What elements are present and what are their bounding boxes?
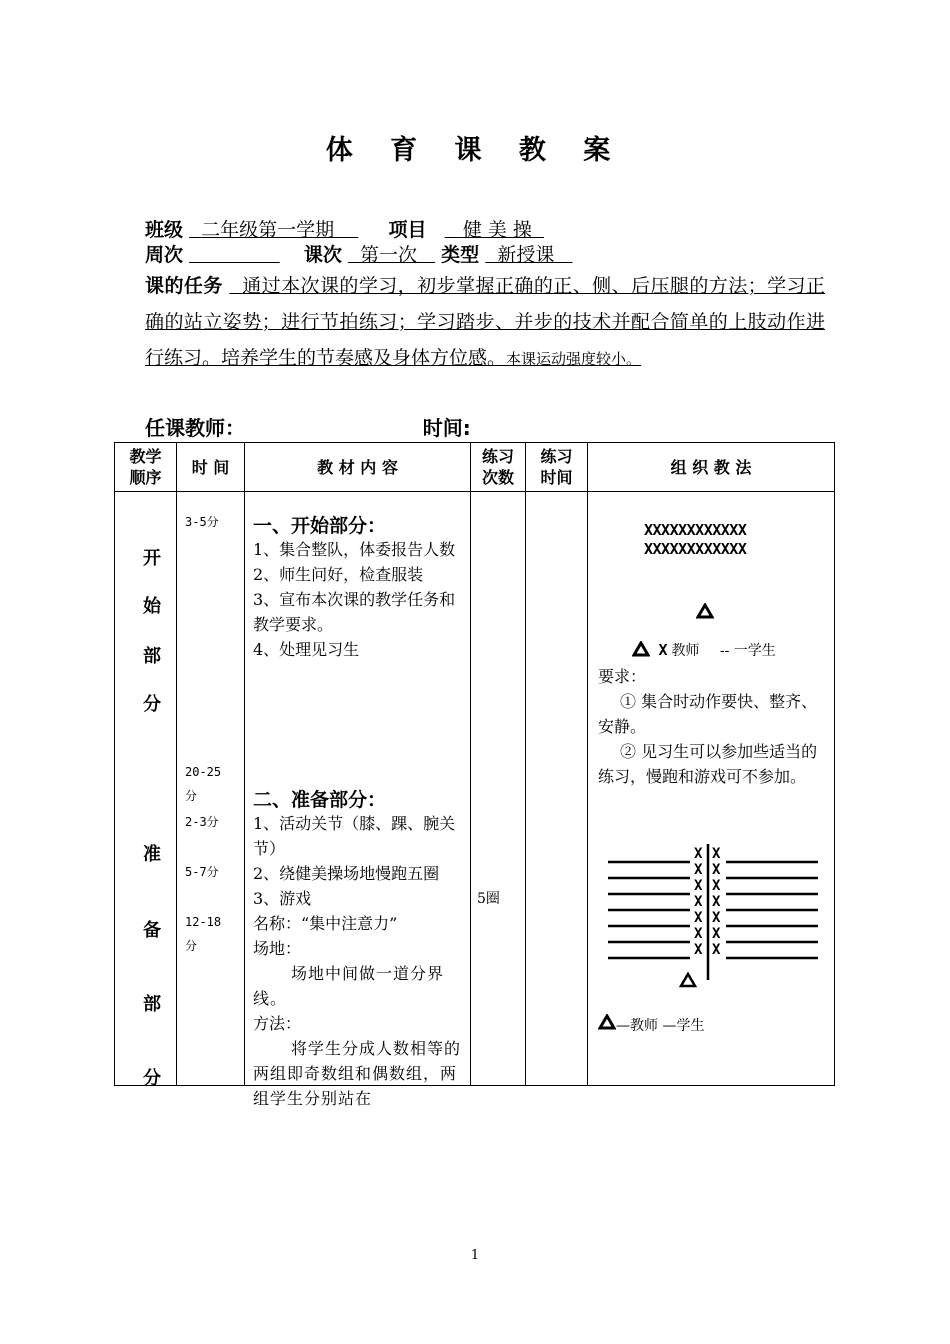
teacher-triangle-icon xyxy=(598,1014,616,1030)
info-line-1 xyxy=(145,218,544,242)
stage-start-4: 分 xyxy=(143,694,161,715)
order-cell xyxy=(115,492,177,1089)
time-label: 时间: xyxy=(422,416,471,440)
header-order: 教学顺序 xyxy=(115,443,177,492)
task-intensity: 本课运动强度较小。 xyxy=(506,350,642,368)
svg-text:X: X xyxy=(712,862,721,878)
lesson-value: 第一次 xyxy=(359,244,417,266)
header-time: 时 间 xyxy=(177,443,245,492)
table-header-row xyxy=(115,443,835,492)
content-heading-prep: 二、准备部分： xyxy=(253,789,387,811)
stage-start-3: 部 xyxy=(143,646,161,667)
teacher-label: 任课教师： xyxy=(145,416,245,440)
time-prep: 20-25分 xyxy=(185,765,222,803)
header-organization: 组 织 教 法 xyxy=(588,443,835,492)
content-item: 1、集合整队，体委报告人数 xyxy=(253,540,456,559)
teacher-triangle-icon xyxy=(632,641,650,657)
svg-text:X: X xyxy=(712,910,721,926)
organization-cell xyxy=(588,492,835,1086)
legend-teacher: 教师 xyxy=(671,643,700,659)
svg-text:X: X xyxy=(712,846,721,862)
svg-text:X: X xyxy=(712,926,721,942)
stage-prep-4: 分 xyxy=(143,1068,161,1089)
stage-prep-1: 准 xyxy=(143,844,161,865)
svg-text:X: X xyxy=(712,894,721,910)
content-item: 将学生分成人数相等的两组即奇数组和偶数组，两组学生分别站在 xyxy=(253,1039,462,1108)
duration-cell xyxy=(526,492,588,1086)
content-item: 场地： xyxy=(253,939,302,958)
formation-row-1: XXXXXXXXXXXX xyxy=(644,521,747,539)
reps-value: 5圈 xyxy=(477,891,500,907)
content-start-items xyxy=(253,537,461,662)
svg-text:X: X xyxy=(694,894,703,910)
content-item: 3、游戏 xyxy=(253,889,312,908)
page-number: 1 xyxy=(470,1248,480,1263)
content-item: 方法： xyxy=(253,1014,302,1033)
header-duration: 练习时间 xyxy=(526,443,588,492)
legend-2-text: —教师 —学生 xyxy=(616,1018,705,1034)
week-label: 周次 xyxy=(145,244,184,266)
page-title: 体 育 课 教 案 xyxy=(325,135,625,166)
class-label: 班级 xyxy=(145,219,184,241)
teacher-line xyxy=(145,416,471,440)
requirement-label: 要求： xyxy=(598,667,647,686)
time-cell xyxy=(177,492,245,1086)
project-label: 项目 xyxy=(388,219,427,241)
header-content: 教 材 内 容 xyxy=(245,443,471,492)
table-row xyxy=(115,492,835,1086)
content-prep-items xyxy=(253,811,461,1111)
game-field-diagram xyxy=(602,838,822,998)
formation-row-2: XXXXXXXXXXXX xyxy=(644,540,747,558)
teacher-triangle-icon xyxy=(696,603,714,619)
requirement-2: ② 见习生可以参加些适当的练习，慢跑和游戏可不参加。 xyxy=(598,742,818,786)
content-item: 1、活动关节（膝、踝、腕关节） xyxy=(253,814,456,858)
svg-text:X: X xyxy=(694,862,703,878)
content-item: 4、处理见习生 xyxy=(253,640,360,659)
time-jog: 2-3分 xyxy=(185,815,219,829)
content-item: 3、宣布本次课的教学任务和教学要求。 xyxy=(253,590,456,634)
type-value: 新授课 xyxy=(497,244,555,266)
time-start: 3-5分 xyxy=(185,515,219,529)
content-heading-start: 一、开始部分： xyxy=(253,515,387,537)
stage-start-2: 始 xyxy=(143,596,161,617)
stage-start-1: 开 xyxy=(143,548,161,569)
svg-text:X: X xyxy=(712,942,721,958)
svg-text:X: X xyxy=(694,846,703,862)
svg-text:X: X xyxy=(694,878,703,894)
content-item: 2、师生问好，检查服装 xyxy=(253,565,424,584)
task-text: 通过本次课的学习，初步掌握正确的正、侧、后压腿的方法；学习正确的站立姿势；进行节拍练习；学习踏步、并步的技术并配合简单的上肢动作进行练习。培养学生的节奏感及身体方位感。本课运动强度较小。 xyxy=(145,275,825,369)
svg-text:X: X xyxy=(712,878,721,894)
content-item: 场地中间做一道分界线。 xyxy=(253,964,445,1008)
svg-text:X: X xyxy=(694,942,703,958)
lesson-task xyxy=(145,268,825,377)
legend-student: -- 一学生 xyxy=(719,643,776,659)
content-item: 名称：“集中注意力” xyxy=(253,914,398,933)
svg-text:X: X xyxy=(694,926,703,942)
header-reps: 练习次数 xyxy=(471,443,526,492)
legend-2 xyxy=(598,1014,704,1039)
type-label: 类型 xyxy=(441,244,480,266)
content-cell xyxy=(245,492,471,1108)
time-game: 5-7分 xyxy=(185,865,219,879)
week-value xyxy=(189,244,280,266)
stage-prep-2: 备 xyxy=(143,920,161,941)
legend-1 xyxy=(632,638,776,664)
requirement-1: ① 集合时动作要快、整齐、安静。 xyxy=(598,692,818,736)
reps-cell xyxy=(471,492,526,1086)
svg-text:X: X xyxy=(694,910,703,926)
class-value: 二年级第一学期 xyxy=(201,219,335,241)
lesson-plan-table xyxy=(114,442,835,1108)
project-value: 健 美 操 xyxy=(462,219,532,241)
stage-prep-3: 部 xyxy=(143,994,161,1015)
task-label: 课的任务 xyxy=(145,275,223,297)
time-game-detail: 12-18分 xyxy=(185,915,222,953)
lesson-label: 课次 xyxy=(303,244,342,266)
student-x-icon: X xyxy=(658,641,667,659)
content-item: 2、绕健美操场地慢跑五圈 xyxy=(253,864,440,883)
info-line-2 xyxy=(145,243,572,267)
